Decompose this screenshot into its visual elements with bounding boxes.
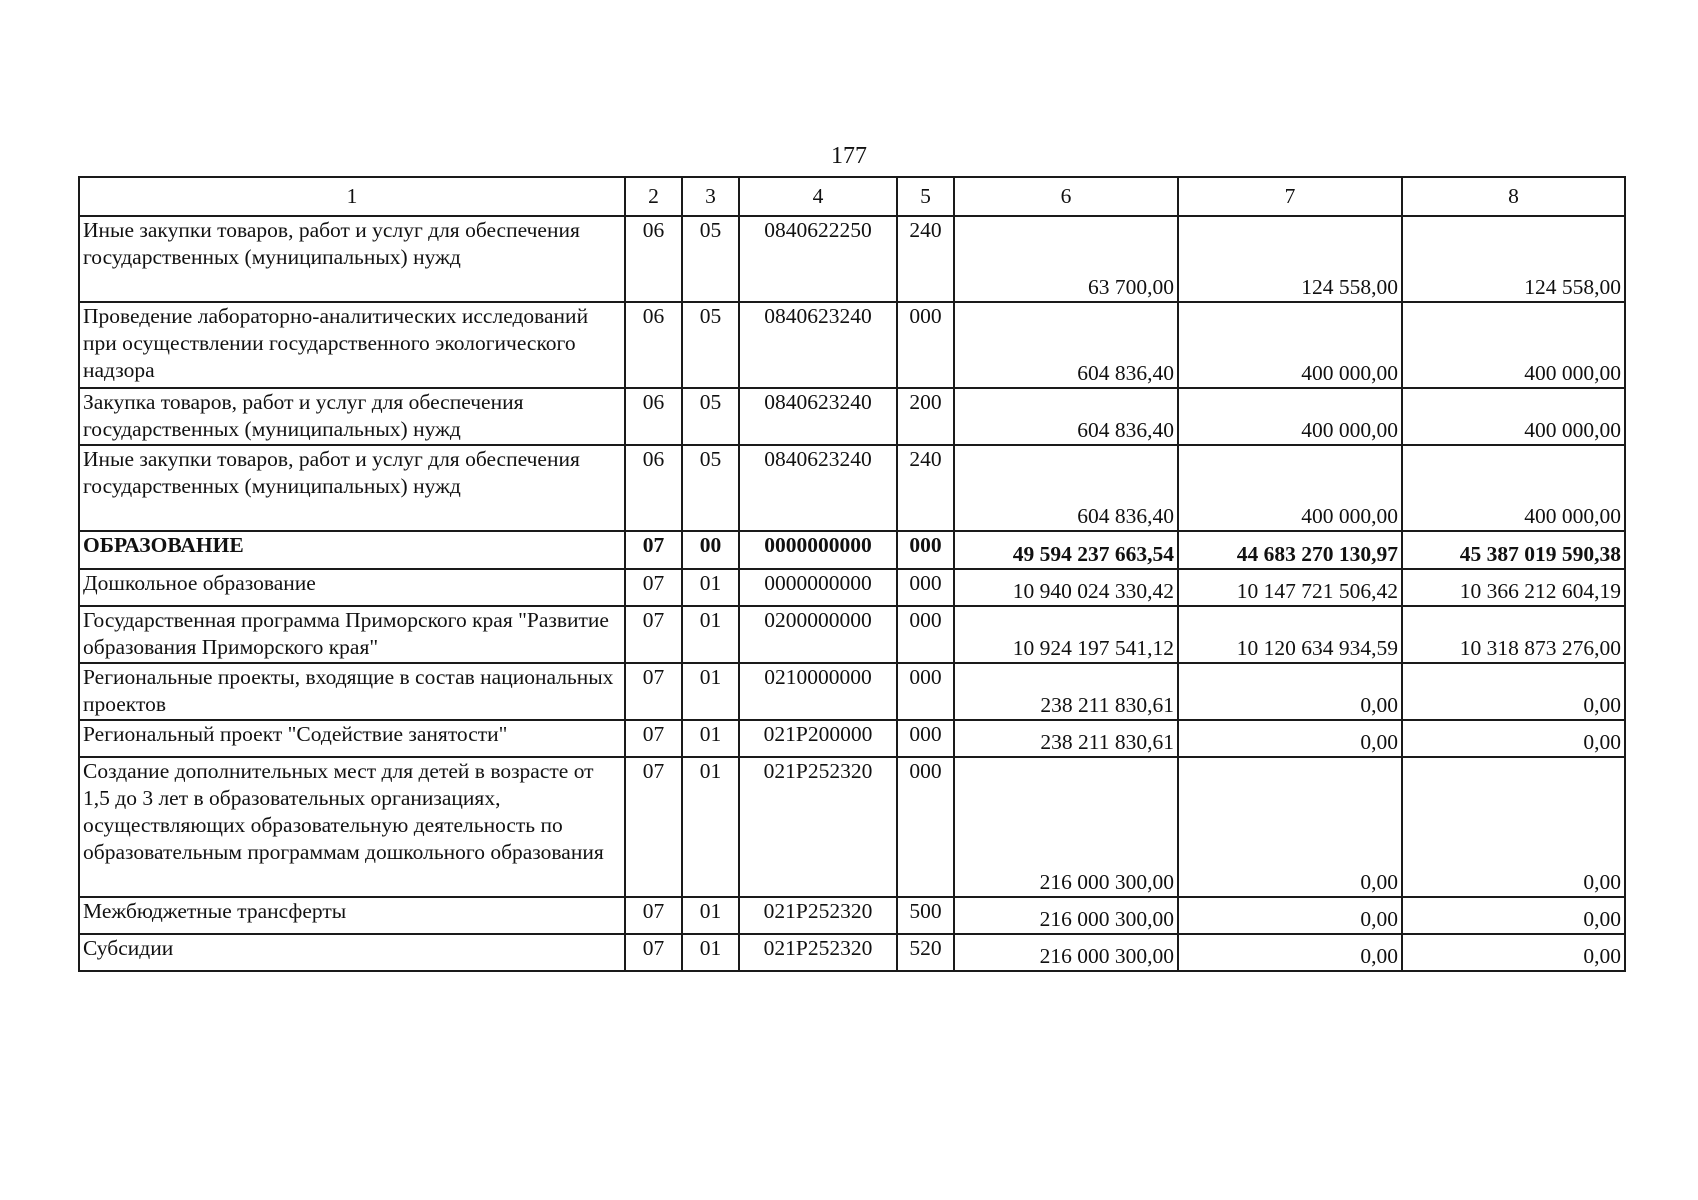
section-code-cell: 07 <box>625 569 682 606</box>
item-name-cell: Дошкольное образование <box>79 569 625 606</box>
target-article-cell: 021P200000 <box>739 720 897 757</box>
subsection-code-cell: 01 <box>682 897 739 934</box>
table-row <box>79 302 1625 388</box>
subsection-code-cell: 01 <box>682 663 739 720</box>
section-code-cell: 07 <box>625 663 682 720</box>
amount-col7-cell: 124 558,00 <box>1178 216 1402 302</box>
item-name-cell: Государственная программа Приморского края "Развитие образования Приморского края" <box>79 606 625 663</box>
table-row <box>79 663 1625 720</box>
amount-col6-cell: 604 836,40 <box>954 445 1178 531</box>
amount-col8-cell: 124 558,00 <box>1402 216 1625 302</box>
expense-type-cell: 520 <box>897 934 954 971</box>
amount-col6-cell: 63 700,00 <box>954 216 1178 302</box>
amount-col6-cell: 238 211 830,61 <box>954 663 1178 720</box>
amount-col6-cell: 216 000 300,00 <box>954 897 1178 934</box>
amount-col8-cell: 0,00 <box>1402 663 1625 720</box>
expense-type-cell: 000 <box>897 531 954 569</box>
expense-type-cell: 240 <box>897 445 954 531</box>
column-number-row <box>79 177 1625 216</box>
target-article-cell: 021P252320 <box>739 757 897 897</box>
column-number-cell: 2 <box>625 177 682 216</box>
item-name-cell: Иные закупки товаров, работ и услуг для обеспечения государственных (муниципальных) нужд <box>79 445 625 531</box>
page-number: 177 <box>831 143 867 169</box>
table-row <box>79 934 1625 971</box>
amount-col8-cell: 10 318 873 276,00 <box>1402 606 1625 663</box>
amount-col6-cell: 10 940 024 330,42 <box>954 569 1178 606</box>
item-name-cell: Проведение лабораторно-аналитических исследований при осуществлении государственного экологического надзора <box>79 302 625 388</box>
target-article-cell: 0840622250 <box>739 216 897 302</box>
expense-type-cell: 000 <box>897 663 954 720</box>
amount-col7-cell: 10 120 634 934,59 <box>1178 606 1402 663</box>
column-number-cell: 5 <box>897 177 954 216</box>
amount-col6-cell: 604 836,40 <box>954 302 1178 388</box>
expense-type-cell: 500 <box>897 897 954 934</box>
section-code-cell: 07 <box>625 606 682 663</box>
table-row <box>79 757 1625 897</box>
subsection-code-cell: 00 <box>682 531 739 569</box>
section-code-cell: 07 <box>625 720 682 757</box>
amount-col6-cell: 49 594 237 663,54 <box>954 531 1178 569</box>
amount-col8-cell: 45 387 019 590,38 <box>1402 531 1625 569</box>
amount-col8-cell: 0,00 <box>1402 757 1625 897</box>
subsection-code-cell: 01 <box>682 757 739 897</box>
amount-col7-cell: 0,00 <box>1178 757 1402 897</box>
amount-col8-cell: 400 000,00 <box>1402 302 1625 388</box>
budget-table <box>78 176 1626 972</box>
section-code-cell: 07 <box>625 531 682 569</box>
amount-col7-cell: 0,00 <box>1178 720 1402 757</box>
subsection-code-cell: 01 <box>682 569 739 606</box>
subsection-code-cell: 01 <box>682 934 739 971</box>
subsection-code-cell: 01 <box>682 606 739 663</box>
item-name-cell: Региональные проекты, входящие в состав национальных проектов <box>79 663 625 720</box>
item-name-cell: ОБРАЗОВАНИЕ <box>79 531 625 569</box>
target-article-cell: 0840623240 <box>739 445 897 531</box>
amount-col8-cell: 400 000,00 <box>1402 445 1625 531</box>
amount-col8-cell: 10 366 212 604,19 <box>1402 569 1625 606</box>
amount-col8-cell: 0,00 <box>1402 897 1625 934</box>
table-row <box>79 569 1625 606</box>
amount-col7-cell: 0,00 <box>1178 934 1402 971</box>
amount-col7-cell: 0,00 <box>1178 897 1402 934</box>
section-code-cell: 07 <box>625 934 682 971</box>
expense-type-cell: 200 <box>897 388 954 445</box>
item-name-cell: Создание дополнительных мест для детей в возрасте от 1,5 до 3 лет в образовательных организациях, осуществляющих образовательную деятельность по образовательным программам дошкольного образования <box>79 757 625 897</box>
item-name-cell: Закупка товаров, работ и услуг для обеспечения государственных (муниципальных) нужд <box>79 388 625 445</box>
amount-col6-cell: 238 211 830,61 <box>954 720 1178 757</box>
subsection-code-cell: 01 <box>682 720 739 757</box>
subsection-code-cell: 05 <box>682 388 739 445</box>
table-row <box>79 897 1625 934</box>
expense-type-cell: 000 <box>897 757 954 897</box>
amount-col6-cell: 604 836,40 <box>954 388 1178 445</box>
subsection-code-cell: 05 <box>682 302 739 388</box>
section-code-cell: 07 <box>625 897 682 934</box>
amount-col8-cell: 0,00 <box>1402 720 1625 757</box>
target-article-cell: 0000000000 <box>739 569 897 606</box>
table-row <box>79 216 1625 302</box>
column-number-cell: 6 <box>954 177 1178 216</box>
column-number-cell: 1 <box>79 177 625 216</box>
table-row <box>79 720 1625 757</box>
target-article-cell: 021P252320 <box>739 934 897 971</box>
expense-type-cell: 240 <box>897 216 954 302</box>
amount-col8-cell: 0,00 <box>1402 934 1625 971</box>
section-code-cell: 06 <box>625 445 682 531</box>
section-code-cell: 06 <box>625 216 682 302</box>
expense-type-cell: 000 <box>897 569 954 606</box>
expense-type-cell: 000 <box>897 606 954 663</box>
target-article-cell: 0200000000 <box>739 606 897 663</box>
target-article-cell: 0840623240 <box>739 388 897 445</box>
column-number-cell: 4 <box>739 177 897 216</box>
amount-col6-cell: 10 924 197 541,12 <box>954 606 1178 663</box>
column-number-cell: 3 <box>682 177 739 216</box>
table-row <box>79 606 1625 663</box>
subsection-code-cell: 05 <box>682 445 739 531</box>
column-number-cell: 7 <box>1178 177 1402 216</box>
expense-type-cell: 000 <box>897 302 954 388</box>
target-article-cell: 0000000000 <box>739 531 897 569</box>
amount-col7-cell: 10 147 721 506,42 <box>1178 569 1402 606</box>
amount-col7-cell: 400 000,00 <box>1178 445 1402 531</box>
subsection-code-cell: 05 <box>682 216 739 302</box>
table-row <box>79 388 1625 445</box>
amount-col6-cell: 216 000 300,00 <box>954 934 1178 971</box>
amount-col7-cell: 400 000,00 <box>1178 388 1402 445</box>
amount-col8-cell: 400 000,00 <box>1402 388 1625 445</box>
item-name-cell: Региональный проект "Содействие занятости" <box>79 720 625 757</box>
amount-col7-cell: 0,00 <box>1178 663 1402 720</box>
target-article-cell: 0210000000 <box>739 663 897 720</box>
table-row <box>79 445 1625 531</box>
target-article-cell: 021P252320 <box>739 897 897 934</box>
target-article-cell: 0840623240 <box>739 302 897 388</box>
item-name-cell: Субсидии <box>79 934 625 971</box>
section-code-cell: 06 <box>625 302 682 388</box>
section-code-cell: 07 <box>625 757 682 897</box>
table-row <box>79 531 1625 569</box>
amount-col7-cell: 44 683 270 130,97 <box>1178 531 1402 569</box>
item-name-cell: Иные закупки товаров, работ и услуг для обеспечения государственных (муниципальных) нужд <box>79 216 625 302</box>
amount-col6-cell: 216 000 300,00 <box>954 757 1178 897</box>
column-number-cell: 8 <box>1402 177 1625 216</box>
amount-col7-cell: 400 000,00 <box>1178 302 1402 388</box>
item-name-cell: Межбюджетные трансферты <box>79 897 625 934</box>
expense-type-cell: 000 <box>897 720 954 757</box>
section-code-cell: 06 <box>625 388 682 445</box>
